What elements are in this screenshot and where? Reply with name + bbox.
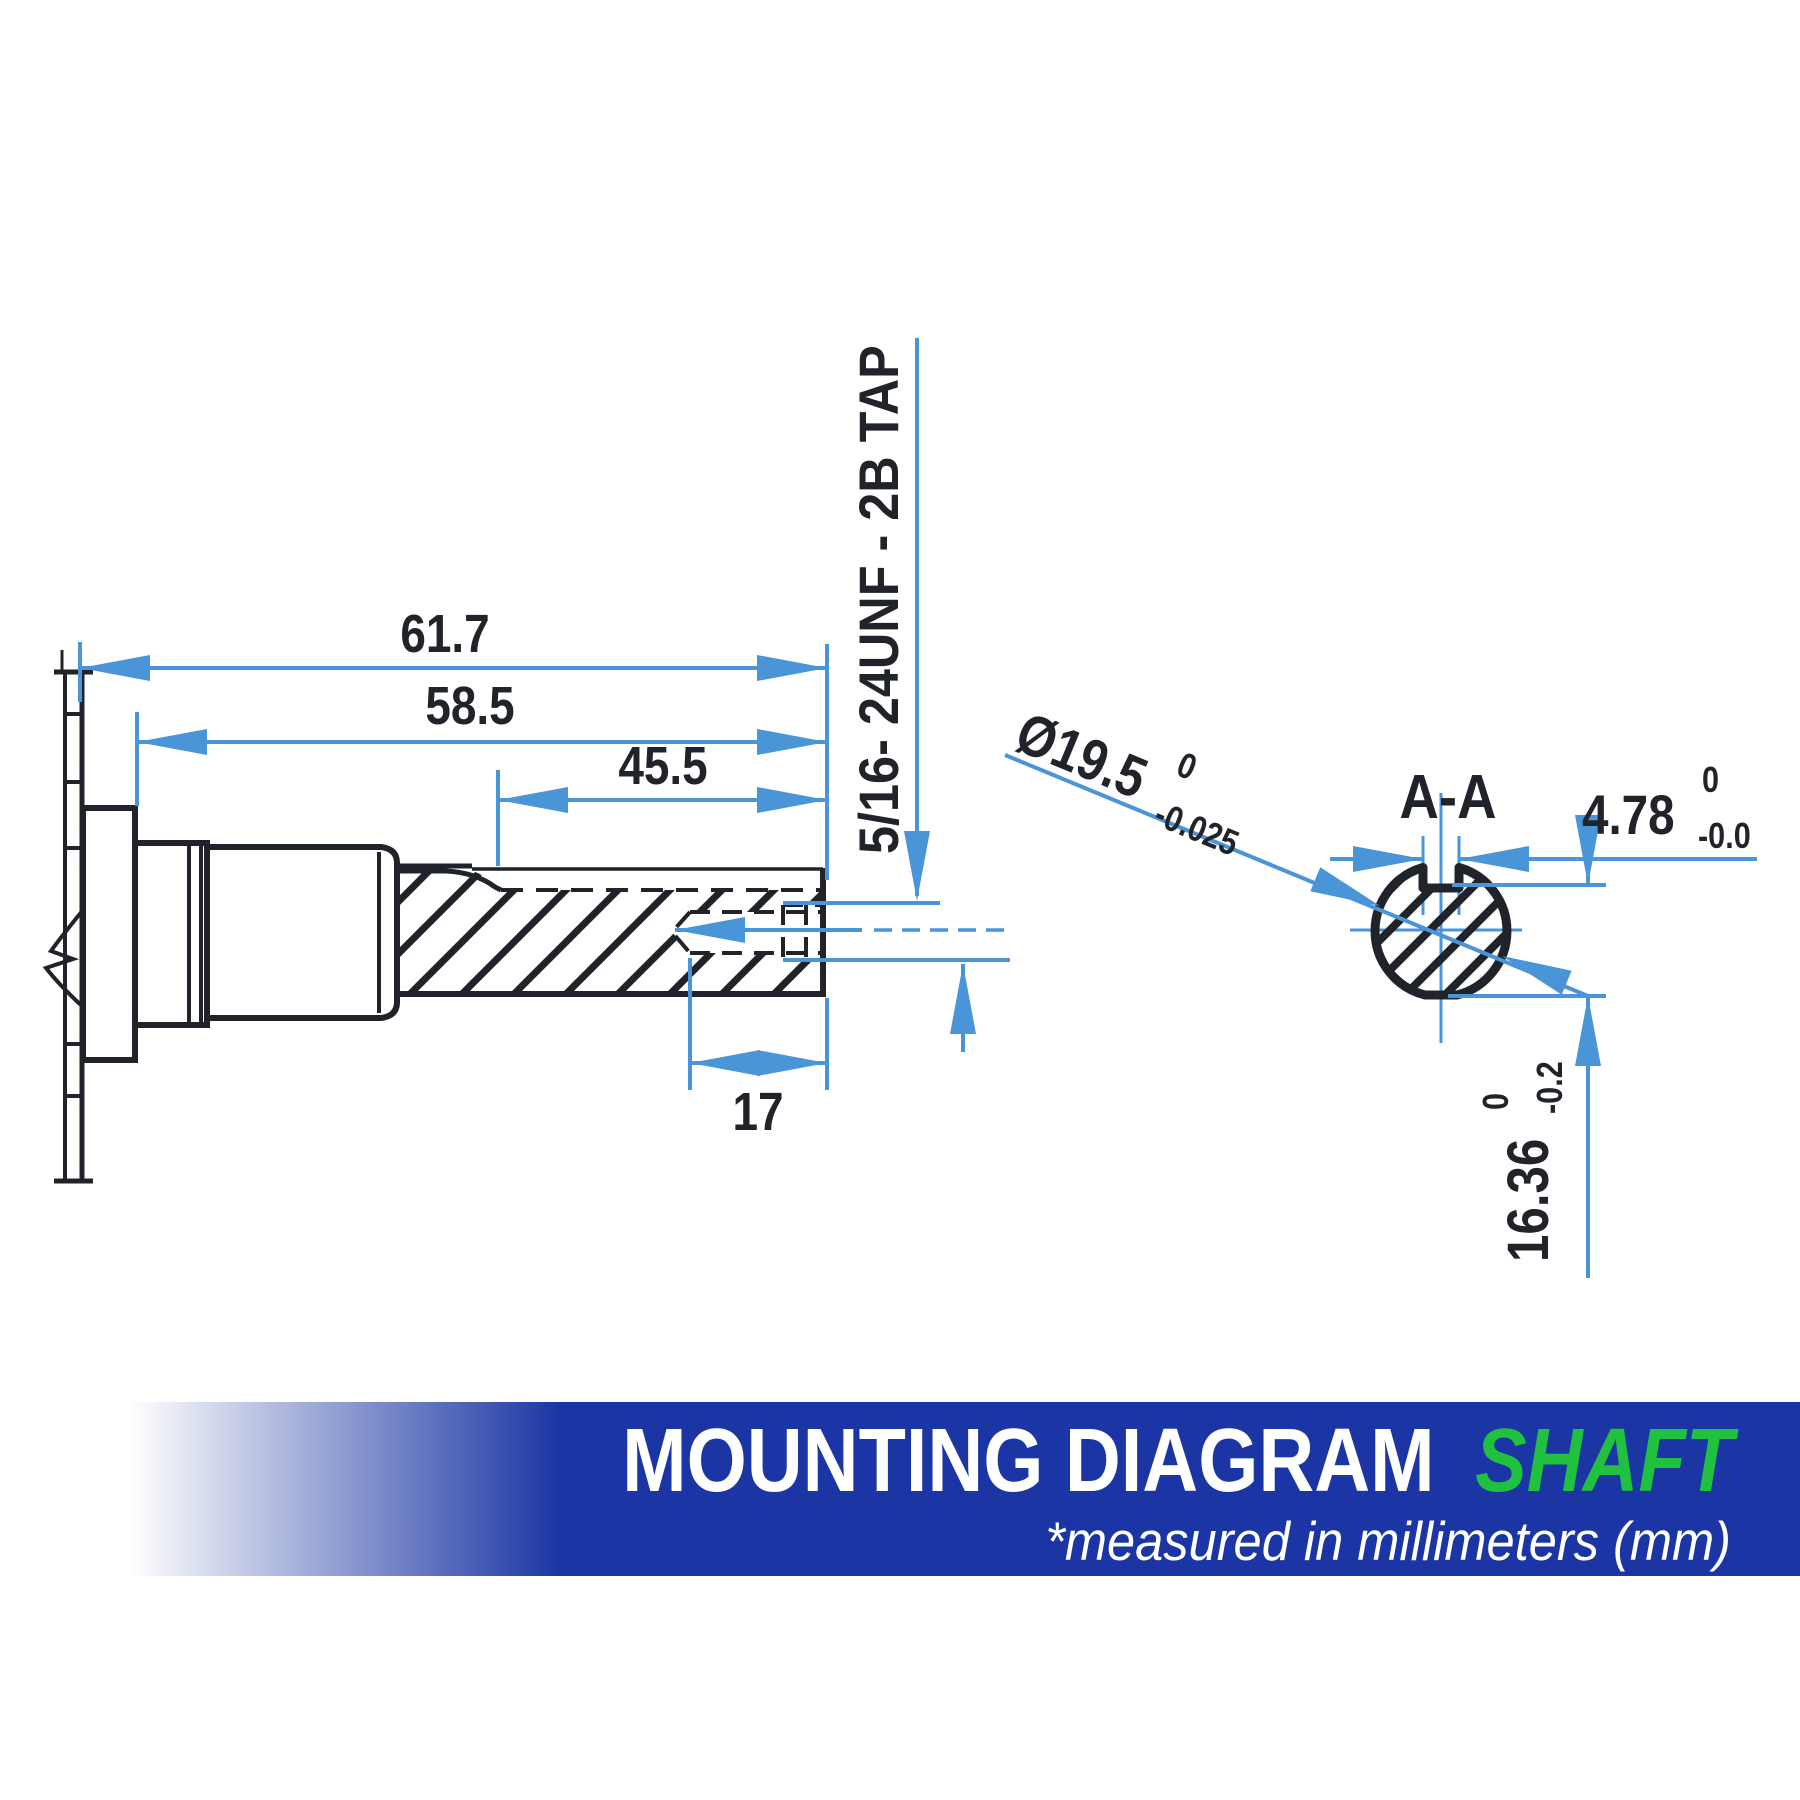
flat-height-callout (1477, 1061, 1571, 1262)
flange-block (83, 808, 135, 1060)
dim-flat-length: 45.5 (618, 735, 708, 796)
dim-shaft-length: 58.5 (425, 675, 515, 736)
cylinder-boss (207, 847, 397, 1018)
dim-overall-length: 61.7 (400, 603, 490, 664)
side-view (46, 338, 1010, 1181)
collar-step (135, 843, 207, 1025)
banner-title-accent: SHAFT (1475, 1409, 1733, 1511)
banner (128, 1402, 1800, 1576)
flat-height-tol-lower: -0.2 (1530, 1061, 1571, 1114)
diameter-value: Ø19.5 (1007, 700, 1156, 812)
dim-tap-depth: 17 (732, 1081, 784, 1142)
section-view (1003, 684, 1757, 1278)
keyway-width-value: 4.78 (1582, 784, 1675, 847)
diameter-tol-upper: 0 (1171, 745, 1203, 789)
flat-height-value: 16.36 (1496, 1138, 1561, 1262)
keyway-width-tol-lower: -0.0 (1698, 816, 1751, 857)
section-label: A-A (1399, 762, 1497, 832)
banner-title-main: MOUNTING DIAGRAM (622, 1409, 1435, 1511)
keyway-width-callout (1582, 761, 1751, 857)
banner-title (622, 1410, 1739, 1511)
banner-note: *measured in millimeters (mm) (1045, 1511, 1731, 1573)
diameter-callout (1003, 684, 1265, 864)
tap-callout-label: 5/16- 24UNF - 2B TAP (848, 345, 911, 854)
diameter-tol-lower: -0.025 (1148, 794, 1244, 865)
keyway-width-tol-upper: 0 (1702, 760, 1720, 801)
shaft-body (83, 808, 397, 1060)
flat-height-tol-upper: 0 (1476, 1092, 1517, 1110)
